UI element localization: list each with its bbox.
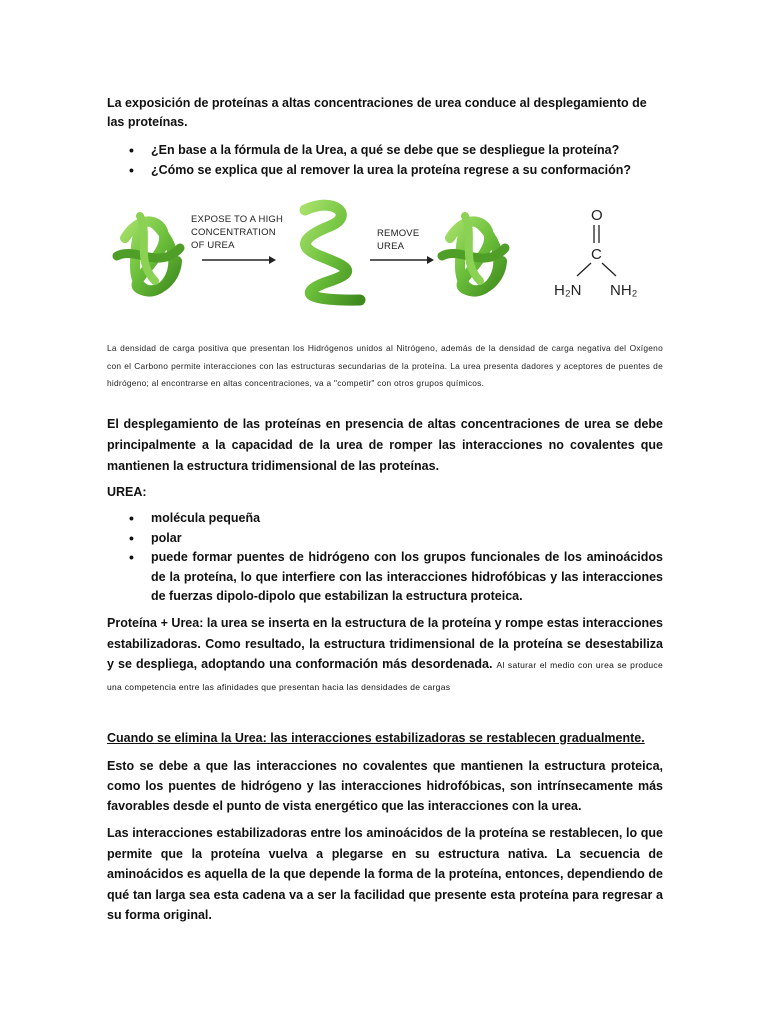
folded-protein-right-image: [442, 216, 505, 292]
question-item: • ¿Cómo se explica que al remover la urea la proteína regrese a su conformación?: [107, 160, 667, 180]
urea-carbon-label: C: [591, 246, 602, 263]
protein-plus-urea-text: Proteína + Urea: la urea se inserta en la estructura de la proteína y rompe estas interacciones estabilizadoras. Como resultado, la estructura tridimensional de la proteína se desestabiliza y se despliega, adoptando una conformación más desordenada.: [107, 616, 663, 671]
urea-properties-list: [107, 509, 663, 607]
urea-property-item: • puede formar puentes de hidrógeno con los grupos funcionales de los aminoácidos de la proteína, lo que interfiere con las interacciones hidrofóbicas y las interacciones de fuerzas dipolo-dipolo que estabilizan la estructura proteica.: [107, 548, 663, 607]
question-item: • ¿En base a la fórmula de la Urea, a qué se debe que se despliegue la proteína?: [107, 140, 667, 160]
saturation-note: Al saturar el medio con urea se produce una competencia entre las afinidades que presentan hacia las densidades de cargas: [107, 660, 664, 692]
step1-label-line: EXPOSE TO A HIGH: [191, 214, 284, 225]
protein-plus-urea-paragraph: [107, 613, 663, 697]
step1-label-line: CONCENTRATION: [191, 227, 276, 238]
unfolded-protein-image: [305, 205, 360, 300]
urea-structural-formula: [554, 207, 638, 299]
urea-denaturation-figure: [105, 196, 665, 312]
question-list: [107, 140, 667, 180]
charge-density-note: La densidad de carga positiva que presentan los Hidrógenos unidos al Nitrógeno, además de la densidad de carga negativa del Oxígeno con el Carbono permite interacciones con las estructuras secundarias de la proteína. La urea presenta dadores y aceptores de puentes de hidrógeno; al encontrarse en altas concentraciones, va a "competir" con otros grupos químicos.: [107, 343, 663, 388]
urea-property-item: • polar: [107, 529, 663, 549]
arrow-right-icon: [202, 256, 276, 264]
step2-label-line: UREA: [377, 241, 405, 252]
figure-svg: [105, 196, 665, 312]
step1-label-line: OF UREA: [191, 240, 235, 251]
urea-property-item: • molécula pequeña: [107, 509, 663, 529]
step2-label-line: REMOVE: [377, 228, 420, 239]
urea-amine-right-label: NH₂: [610, 282, 638, 299]
intro-paragraph: La exposición de proteínas a altas concentraciones de urea conduce al desplegamiento de las proteínas.: [107, 96, 647, 129]
urea-removal-heading: Cuando se elimina la Urea: las interacciones estabilizadoras se restablecen gradualmente.: [107, 731, 645, 745]
folded-protein-left-image: [117, 216, 180, 292]
energetic-favorability-paragraph: Esto se debe a que las interacciones no covalentes que mantienen la estructura proteica, como los puentes de hidrógeno y las interacciones hidrofóbicas, son intrínsecamente más favorables desde el punto de vista energético que las interacciones con la urea.: [107, 759, 663, 813]
refolding-paragraph: Las interacciones estabilizadoras entre los aminoácidos de la proteína se restablecen, lo que permite que la proteína vuelva a plegarse en su estructura nativa. La secuencia de aminoácidos es aquella de la que depende la forma de la proteína, entonces, dependiendo de qué tan larga sea esta cadena va a ser la facilidad que presente esta proteína para regresar a su forma original.: [107, 826, 663, 922]
unfolding-explanation-paragraph: El desplegamiento de las proteínas en presencia de altas concentraciones de urea se debe principalmente a la capacidad de la urea de romper las interacciones no covalentes que mantienen la estructura tridimensional de las proteínas.: [107, 417, 663, 473]
urea-oxygen-label: O: [591, 207, 603, 224]
arrow-right-icon: [370, 256, 434, 264]
urea-heading: UREA:: [107, 485, 147, 499]
urea-amine-left-label: H₂N: [554, 282, 582, 299]
